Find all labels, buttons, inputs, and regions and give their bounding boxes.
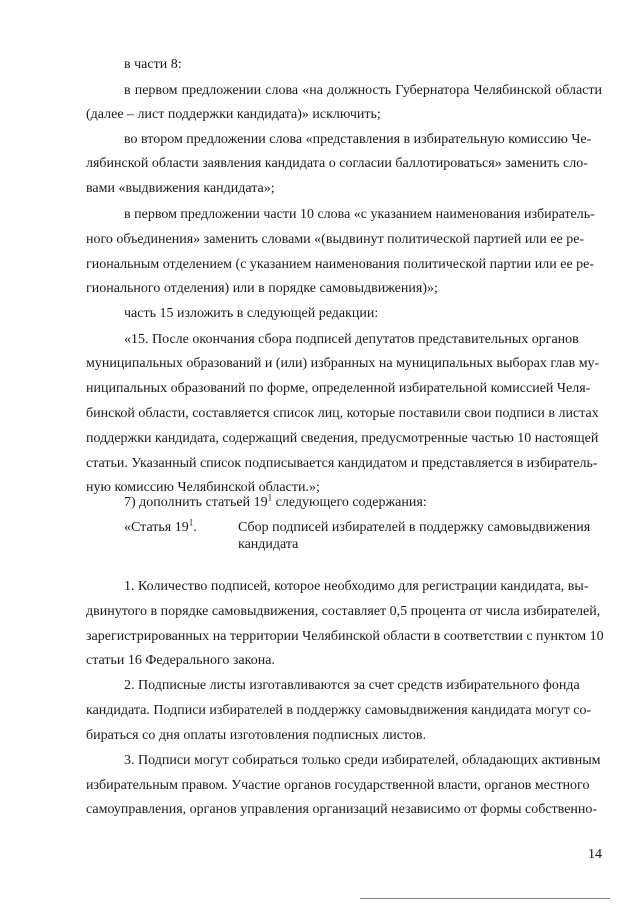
text-line: поддержки кандидата, содержащий сведения, предусмотренные частью 10 настоящей [86,431,599,446]
text-line: 3. Подписи могут собираться только среди избирателей, обладающих активным [124,753,601,768]
text-line: кандидата. Подписи избирателей в поддержку самовыдвижения кандидата могут со- [86,703,592,718]
text-line: муниципальных образований и (или) избранных на муниципальных выборах глав му- [86,356,600,371]
article-label-text: «Статья 19 [124,520,189,535]
text-line: гионального отделения) или в порядке самовыдвижения)»; [86,281,438,296]
text-line: зарегистрированных на территории Челябинской области в соответствии с пунктом 10 [86,629,604,644]
text-line: самоуправления, органов управления организаций независимо от формы собственно- [86,802,598,817]
text-line: бинской области, составляется список лиц, которые поставили свои подписи в листах [86,406,599,421]
text-line: статьи 16 Федерального закона. [86,653,275,668]
text-line: статьи. Указанный список подписывается кандидатом и представляется в избиратель- [86,456,598,471]
text-line: ного объединения» заменить словами «(выдвинут политической партией или ее ре- [86,232,585,247]
superscript: 1 [188,517,194,528]
text-line: в части 8: [124,57,182,72]
article-title: Сбор подписей избирателей в поддержку самовыдвижения кандидата [238,520,591,552]
text-line: «15. После окончания сбора подписей депутатов представительных органов [124,332,579,347]
text-line: 2. Подписные листы изготавливаются за счет средств избирательного фонда [124,678,580,693]
text-line [124,494,427,511]
text-line: вами «выдвижения кандидата»; [86,181,275,196]
text-line: часть 15 изложить в следующей редакции: [124,306,379,321]
text-line: лябинской области заявления кандидата о согласии баллотироваться» заменить сло- [86,156,588,171]
text-line [124,82,602,99]
text-line: бираться со дня оплаты изготовления подписных листов. [86,728,427,743]
text-line: в первом предложении части 10 слова «с указанием наименования избиратель- [124,207,595,222]
superscript: 1 [267,492,273,503]
article-label [124,519,197,536]
text-line: двинутого в порядке самовыдвижения, составляет 0,5 процента от числа избирателей, [86,604,601,619]
text-segment: 7) дополнить статьей 19 [124,495,268,510]
article-label-end: . [193,520,197,535]
text-line: гиональным отделением (с указанием наименования политической партии или ее ре- [86,257,595,272]
text-line: 1. Количество подписей, которое необходимо для регистрации кандидата, вы- [124,579,589,594]
text-segment: следующего содержания: [272,495,427,510]
text-line: (далее – лист поддержки кандидата)» исключить; [86,107,381,122]
text-line: ную комиссию Челябинской области.»; [86,480,320,495]
text-line: избирательным правом. Участие органов государственной власти, органов местного [86,778,590,793]
footer-rule [360,898,610,899]
page-number: 14 [588,847,602,862]
text-line-content: в первом предложении слова «на должность Губернатора Челябинской области [124,83,602,98]
text-line: ниципальных образований по форме, определенной избирательной комиссией Челя- [86,381,591,396]
text-line: во втором предложении слова «представления в избирательную комиссию Че- [124,132,592,147]
